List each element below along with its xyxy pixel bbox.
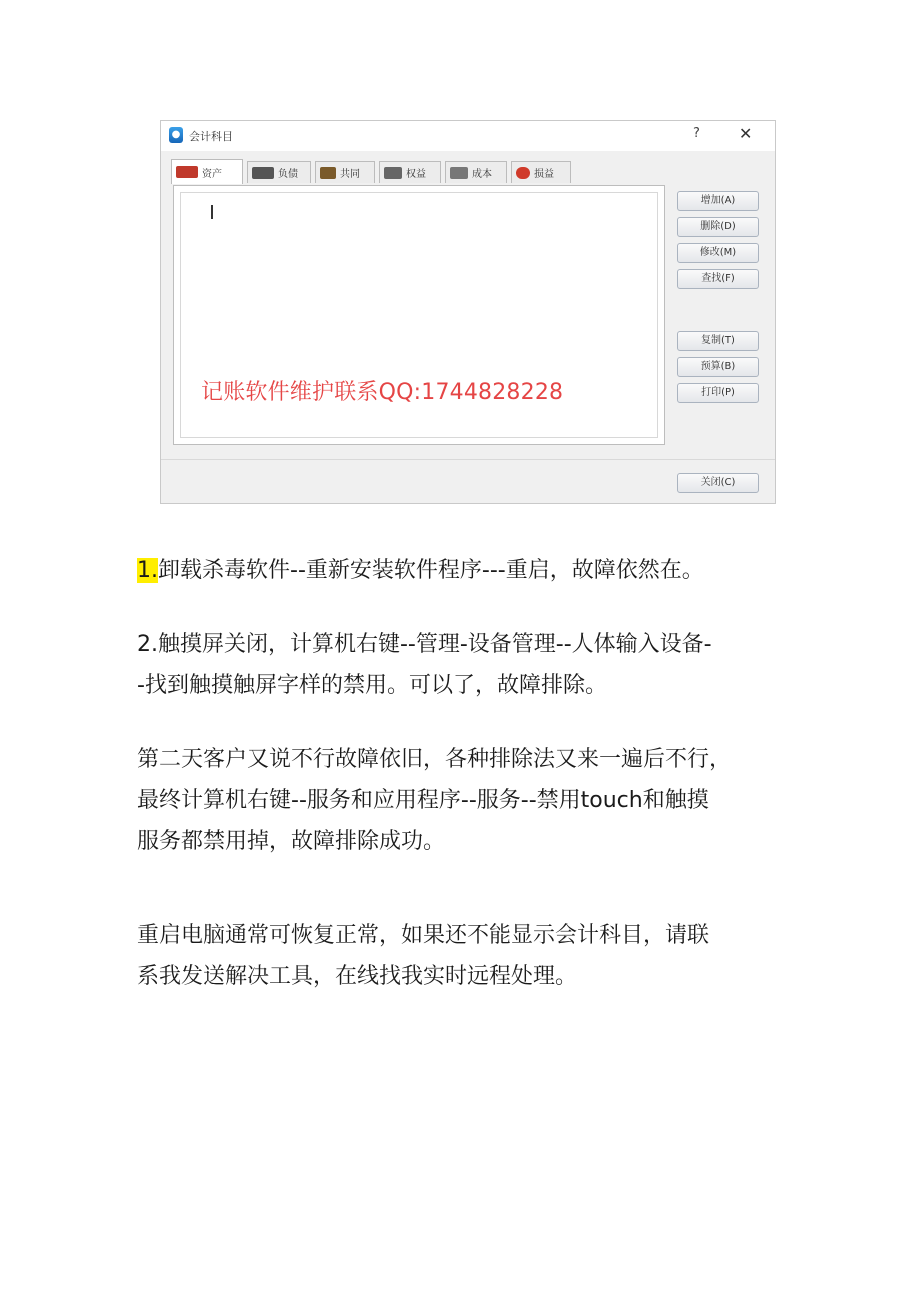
paragraph-2-line-1: 2.触摸屏关闭，计算机右键--管理-设备管理--人体输入设备-	[137, 632, 712, 657]
tab-common[interactable]: 共同	[315, 161, 375, 183]
apple-icon	[516, 167, 530, 179]
subject-list-panel	[173, 185, 665, 445]
support-watermark: 记账软件维护联系QQ:1744828228	[201, 380, 564, 405]
paragraph-3-line-3: 服务都禁用掉，故障排除成功。	[137, 829, 446, 854]
tab-liabilities[interactable]: 负债	[247, 161, 311, 183]
paragraph-3	[137, 739, 797, 862]
budget-button[interactable]: 预算(B)	[677, 357, 759, 377]
subject-list[interactable]	[180, 192, 658, 438]
delete-button[interactable]: 删除(D)	[677, 217, 759, 237]
paragraph-4-line-1: 重启电脑通常可恢复正常，如果还不能显示会计科目，请联	[137, 923, 710, 948]
dialog-titlebar	[161, 121, 775, 151]
house-icon	[320, 167, 336, 179]
tab-cost[interactable]: 成本	[445, 161, 507, 183]
modify-button[interactable]: 修改(M)	[677, 243, 759, 263]
paragraph-2-line-2: -找到触摸触屏字样的禁用。可以了，故障排除。	[137, 673, 607, 698]
dialog-title: 会计科目	[189, 130, 233, 143]
highlighted-step-number: 1.	[137, 558, 158, 583]
tab-assets[interactable]: 资产	[171, 159, 243, 184]
close-button[interactable]: 关闭(C)	[677, 473, 759, 493]
tools-icon	[450, 167, 468, 179]
tab-equity[interactable]: 权益	[379, 161, 441, 183]
add-button[interactable]: 增加(A)	[677, 191, 759, 211]
tab-profit-loss[interactable]: 损益	[511, 161, 571, 183]
paragraph-4	[137, 915, 797, 997]
find-button[interactable]: 查找(F)	[677, 269, 759, 289]
copy-button[interactable]: 复制(T)	[677, 331, 759, 351]
paragraph-1-text: 卸载杀毒软件--重新安装软件程序---重启，故障依然在。	[158, 558, 704, 583]
help-button[interactable]: ?	[693, 126, 700, 141]
close-icon[interactable]: ✕	[739, 124, 753, 143]
paragraph-3-line-2: 最终计算机右键--服务和应用程序--服务--禁用touch和触摸	[137, 788, 709, 813]
app-icon: ●	[169, 127, 183, 143]
keyboard-icon	[252, 167, 274, 179]
footer-divider	[161, 459, 775, 460]
accounting-subjects-dialog	[160, 120, 776, 504]
car-icon	[176, 166, 198, 178]
print-button[interactable]: 打印(P)	[677, 383, 759, 403]
paragraph-4-line-2: 系我发送解决工具，在线找我实时远程处理。	[137, 964, 578, 989]
paragraph-1	[137, 550, 797, 591]
paragraph-3-line-1: 第二天客户又说不行故障依旧，各种排除法又来一遍后不行，	[137, 747, 732, 772]
board-icon	[384, 167, 402, 179]
paragraph-2	[137, 624, 797, 706]
text-caret	[211, 205, 213, 219]
